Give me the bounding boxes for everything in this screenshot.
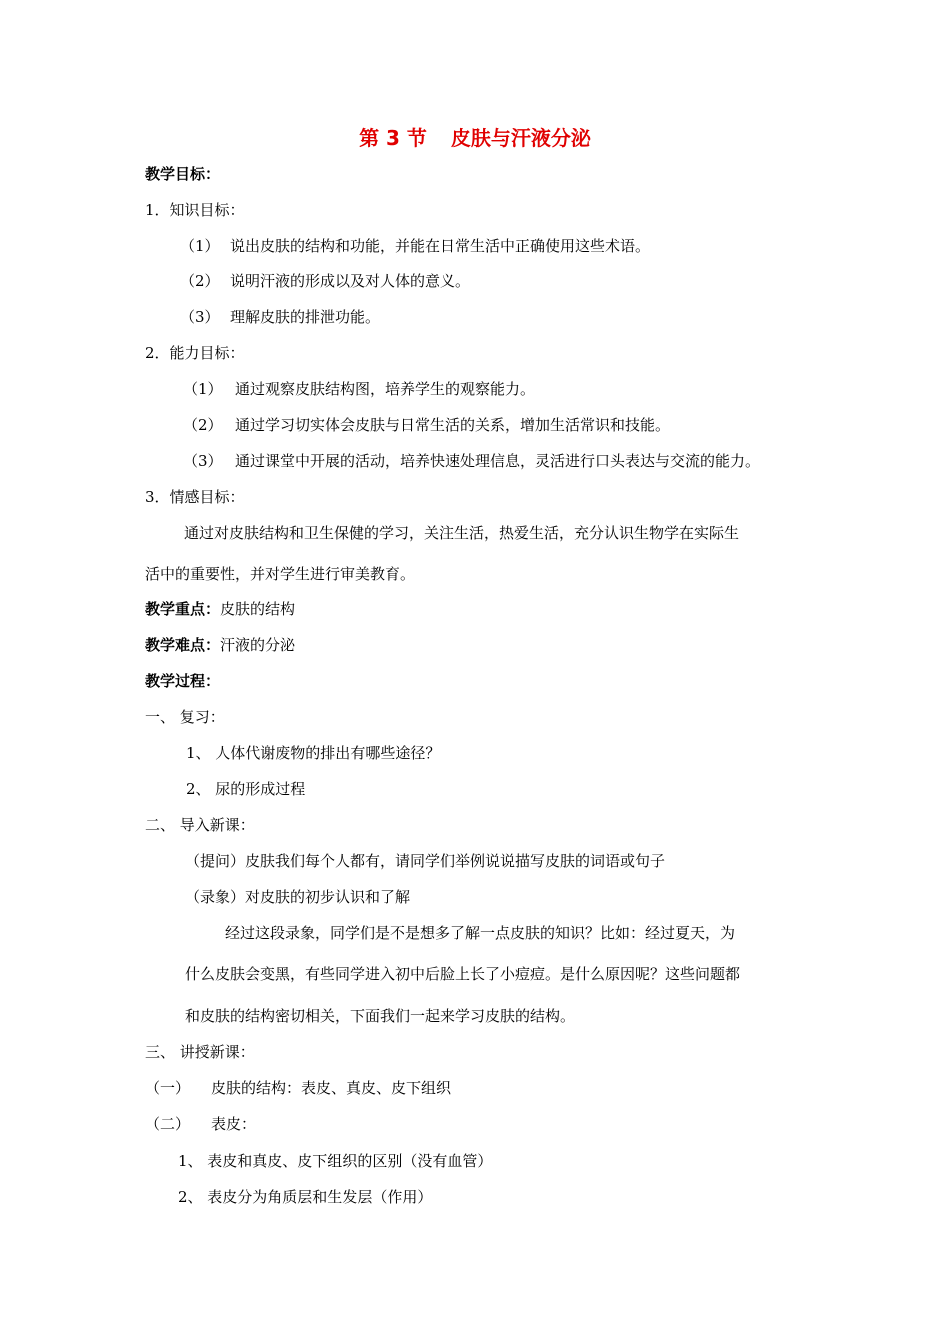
review-item: 1、 人体代谢废物的排出有哪些途径？ <box>186 744 441 762</box>
difficulty-label: 教学难点： <box>145 636 221 654</box>
section-topic: 皮肤与汗液分泌 <box>450 126 591 150</box>
difficulty-text: 汗液的分泌 <box>220 636 296 654</box>
intro-paragraph: 和皮肤的结构密切相关，下面我们一起来学习皮肤的结构。 <box>185 1007 576 1025</box>
goals-heading: 教学目标： <box>145 165 221 183</box>
key-point-label: 教学重点： <box>145 600 221 618</box>
teach-item: 1、 表皮和真皮、皮下组织的区别（没有血管） <box>178 1152 493 1170</box>
teach-part: （一） 皮肤的结构：表皮、真皮、皮下组织 <box>145 1079 452 1097</box>
knowledge-goal-item: （2） 说明汗液的形成以及对人体的意义。 <box>180 272 471 290</box>
difficulty <box>145 635 295 655</box>
intro-label: 二、 导入新课： <box>145 816 255 834</box>
knowledge-goal-item: （3） 理解皮肤的排泄功能。 <box>180 308 381 326</box>
ability-goal-label: 2．能力目标： <box>145 344 245 362</box>
emotion-goal-label: 3．情感目标： <box>145 488 245 506</box>
knowledge-goal-item: （1） 说出皮肤的结构和功能，并能在日常生活中正确使用这些术语。 <box>180 237 651 255</box>
intro-video: （录象）对皮肤的初步认识和了解 <box>185 888 411 906</box>
review-label: 一、 复习： <box>145 708 225 726</box>
teach-label: 三、 讲授新课： <box>145 1043 255 1061</box>
process-heading: 教学过程： <box>145 672 221 690</box>
emotion-goal-text: 通过对皮肤结构和卫生保健的学习，关注生活，热爱生活，充分认识生物学在实际生 <box>184 524 740 542</box>
intro-paragraph: 什么皮肤会变黑，有些同学进入初中后脸上长了小痘痘。是什么原因呢？这些问题都 <box>185 965 741 983</box>
review-item: 2、 尿的形成过程 <box>186 780 306 798</box>
section-number: 第 3 节 <box>359 126 427 150</box>
ability-goal-item: （1） 通过观察皮肤结构图，培养学生的观察能力。 <box>183 380 536 398</box>
key-point <box>145 599 295 619</box>
emotion-goal-text: 活中的重要性，并对学生进行审美教育。 <box>145 565 416 583</box>
page-title <box>0 124 950 152</box>
intro-paragraph: 经过这段录象，同学们是不是想多了解一点皮肤的知识？比如：经过夏天，为 <box>225 924 736 942</box>
knowledge-goal-label: 1．知识目标： <box>145 201 245 219</box>
intro-question: （提问）皮肤我们每个人都有，请同学们举例说说描写皮肤的词语或句子 <box>185 852 666 870</box>
key-point-text: 皮肤的结构 <box>220 600 296 618</box>
ability-goal-item: （2） 通过学习切实体会皮肤与日常生活的关系，增加生活常识和技能。 <box>183 416 671 434</box>
ability-goal-item: （3） 通过课堂中开展的活动，培养快速处理信息，灵活进行口头表达与交流的能力。 <box>183 452 761 470</box>
teach-part: （二） 表皮： <box>145 1115 257 1133</box>
teach-item: 2、 表皮分为角质层和生发层（作用） <box>178 1188 433 1206</box>
